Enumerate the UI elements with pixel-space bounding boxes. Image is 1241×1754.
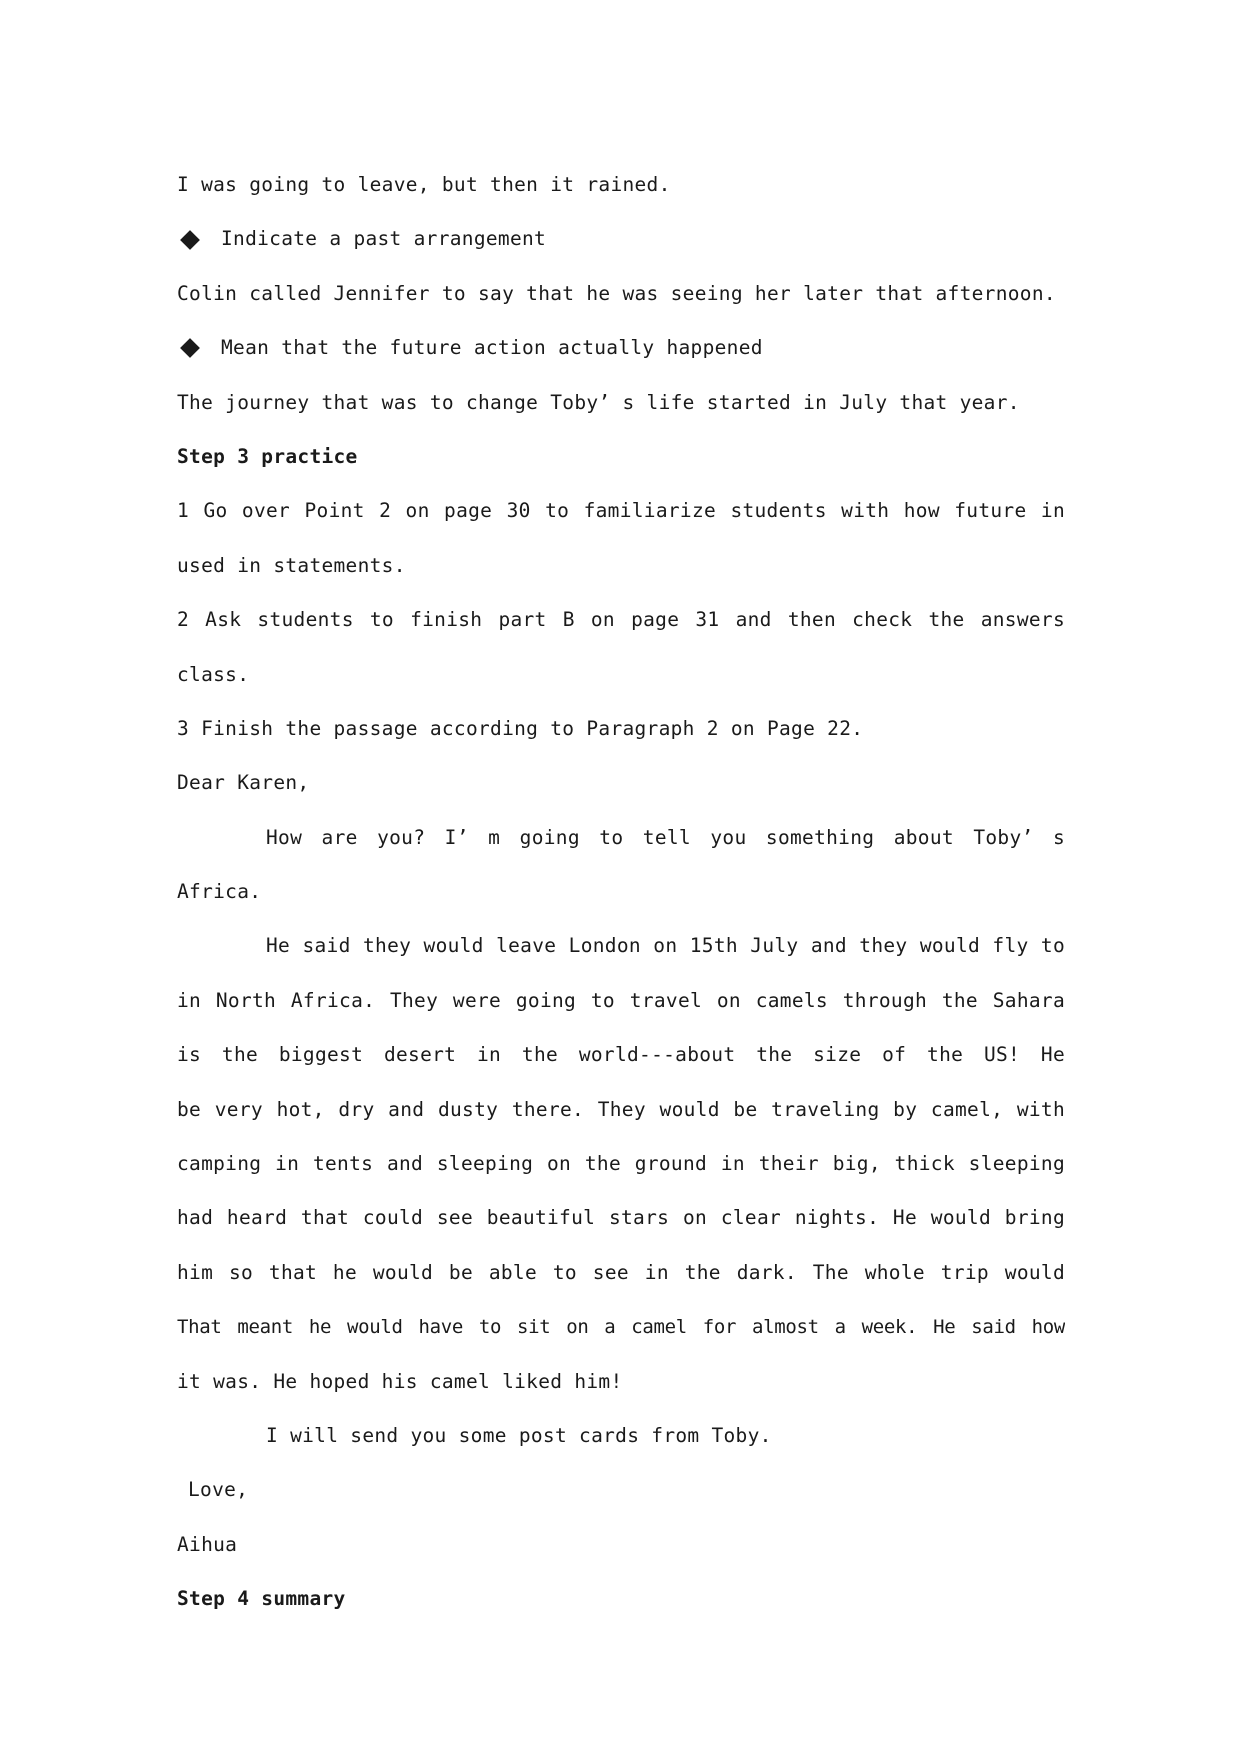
letter-line: I will send you some post cards from Toby.: [266, 1423, 772, 1447]
section-heading: Step 4 summary: [177, 1587, 346, 1611]
letter-closing: Love,: [188, 1478, 249, 1502]
letter-line: in North Africa. They were going to travel on camels through the Sahara: [177, 988, 1065, 1012]
letter-line: How are you? I’ m going to tell you something about Toby’ s: [266, 825, 1065, 849]
bullet-point: [177, 321, 1065, 375]
letter-line: Africa.: [177, 880, 262, 904]
letter-line: had heard that could see beautiful stars on clear nights. He would bring: [177, 1206, 1065, 1230]
example-sentence: Colin called Jennifer to say that he was seeing her later that afternoon.: [177, 281, 1056, 305]
paragraph-line: 2 Ask students to finish part B on page 31 and then check the answers: [177, 608, 1065, 632]
bullet-text: Indicate a past arrangement: [221, 227, 547, 251]
example-sentence: The journey that was to change Toby’ s life started in July that year.: [177, 390, 1020, 414]
letter-salutation: Dear Karen,: [177, 771, 310, 795]
paragraph-line: used in statements.: [177, 553, 406, 577]
letter-line: it was. He hoped his camel liked him!: [177, 1369, 623, 1393]
section-heading: Step 3 practice: [177, 444, 358, 468]
letter-line: camping in tents and sleeping on the ground in their big, thick sleeping: [177, 1152, 1065, 1176]
paragraph-line: 1 Go over Point 2 on page 30 to familiarize students with how future in: [177, 499, 1065, 523]
diamond-bullet-icon: [180, 230, 200, 250]
example-sentence: I was going to leave, but then it rained.: [177, 173, 671, 196]
letter-line: He said they would leave London on 15th July and they would fly to: [266, 934, 1065, 958]
paragraph-line: class.: [177, 662, 250, 686]
letter-line: is the biggest desert in the world---about the size of the US! He: [177, 1043, 1065, 1067]
letter-line: That meant he would have to sit on a camel for almost a week. He said how: [177, 1316, 1065, 1339]
document-page: [177, 158, 1065, 1627]
letter-signature: Aihua: [177, 1532, 238, 1556]
bullet-point: [177, 212, 1065, 266]
paragraph-line: 3 Finish the passage according to Paragraph 2 on Page 22.: [177, 716, 864, 740]
bullet-text: Mean that the future action actually happened: [221, 336, 763, 360]
diamond-bullet-icon: [180, 338, 200, 358]
letter-line: him so that he would be able to see in the dark. The whole trip would: [177, 1260, 1065, 1284]
letter-line: be very hot, dry and dusty there. They would be traveling by camel, with: [177, 1097, 1065, 1121]
